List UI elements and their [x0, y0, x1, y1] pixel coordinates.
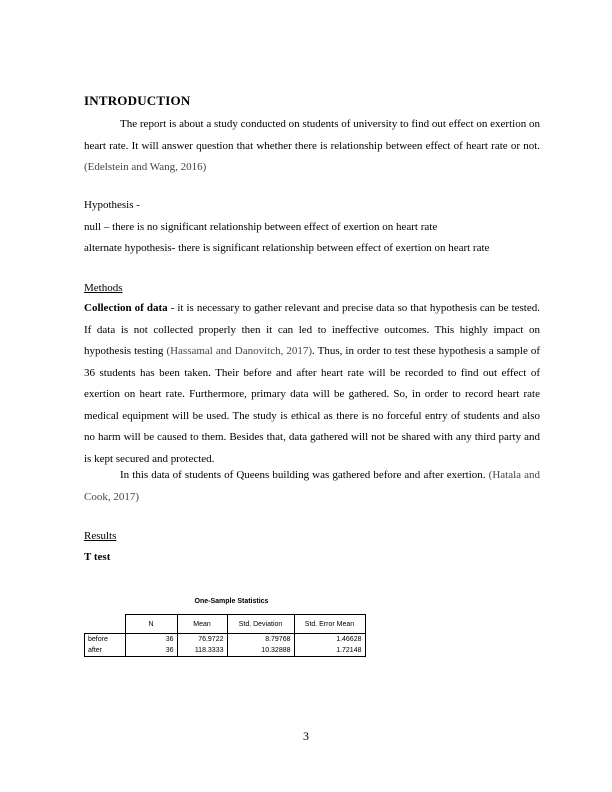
collection-paragraph: [84, 298, 540, 470]
cell-mean: 76.9722: [177, 634, 227, 646]
methods-heading: Methods: [84, 282, 123, 294]
intro-citation: (Edelstein and Wang, 2016): [84, 161, 207, 173]
table-header-cell: Mean: [177, 615, 227, 634]
row-label: after: [85, 645, 126, 657]
section-heading-introduction: INTRODUCTION: [84, 93, 191, 108]
cell-mean: 118.3333: [177, 645, 227, 657]
table-row: [85, 634, 366, 646]
cell-n: 36: [125, 634, 177, 646]
table-header-cell: N: [125, 615, 177, 634]
intro-text: The report is about a study conducted on students of university to find out effect on exertion on heart rate. It will answer question that whether there is relationship between effect of heart rate or not.: [84, 118, 540, 152]
collection-text-1: it is necessary to gather relevant and precise data so that hypothesis can be tested. If data is not collected properly then it can led to ineffective outcomes. This highly impact on hypothesis testing: [84, 302, 540, 357]
queens-text: In this data of students of Queens building was gathered before and after exertion.: [120, 469, 489, 481]
queens-citation: (Hatala and Cook, 2017): [84, 469, 541, 503]
collection-text-2: . Thus, in order to test these hypothesis a sample of 36 students has been taken. Their before and after heart rate will be recorded to find out effect of exertion on heart rate. Furthermore, primary data will be gathered. So, in order to record heart rate medical equipment will be used. The study is ethical as there is no forceful entry of students and also no harm will be caused to them. Besides that, data gathered will not be shared with any third party and is kept secured and protected.: [84, 345, 541, 465]
cell-sd: 10.32888: [227, 645, 294, 657]
alternate-hypothesis: alternate hypothesis- there is significant relationship between effect of exertion on heart rate: [84, 242, 490, 254]
cell-n: 36: [125, 645, 177, 657]
collection-citation: (Hassamal and Danovitch, 2017): [166, 345, 313, 357]
cell-se: 1.72148: [294, 645, 365, 657]
collection-separator: -: [167, 302, 178, 314]
t-test-heading: T test: [84, 551, 111, 563]
table-header-row: [85, 615, 366, 634]
table-header-cell: Std. Error Mean: [294, 615, 365, 634]
hypothesis-label: Hypothesis -: [84, 199, 140, 211]
row-label: before: [85, 634, 126, 646]
collection-label: Collection of data: [84, 302, 168, 314]
cell-sd: 8.79768: [227, 634, 294, 646]
table-row: [85, 645, 366, 657]
queens-paragraph: [84, 465, 540, 508]
table-header-cell: Std. Deviation: [227, 615, 294, 634]
cell-se: 1.46628: [294, 634, 365, 646]
table-title: One-Sample Statistics: [194, 598, 269, 605]
one-sample-statistics-table: [84, 614, 366, 657]
intro-paragraph: [84, 114, 540, 179]
table-header-cell: [85, 615, 126, 634]
results-heading: Results: [84, 530, 117, 542]
page-number: 3: [303, 729, 309, 743]
null-hypothesis: null – there is no significant relationship between effect of exertion on heart rate: [84, 221, 438, 233]
